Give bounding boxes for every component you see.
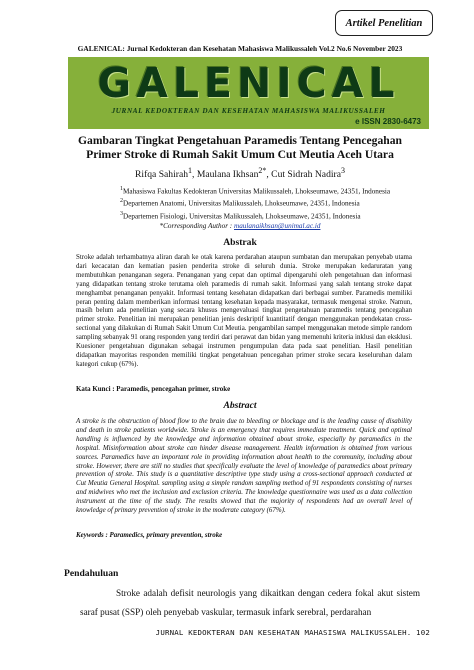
- abstrak-body: Stroke adalah terhambatnya aliran darah ke otak karena perdarahan ataupun sumbatan dan merupakan penyebab utama dari kecacatan dan kematian pasien penderita stroke di seluruh dunia. Stroke merupakan kedaruratan yang membutuhkan penanganan segera. Penanganan yang cepat dan optimal dipengaruhi oleh pengetahuan dan informasi yang didapatkan tentang stroke terutama oleh paramedis di rumah sakit. Informasi yang salah tentang stroke dapat menghambat penanganan penyakit. Informasi tentang kesehatan didapatkan dari berbagai sumber. Paramedis memiliki peran penting dalam memberikan informasi tentang kesehatan kepada masyarakat, termasuk mengenai stroke. Namun, masih belum ada penelitian yang secara khusus mengevaluasi tingkat pengetahuan paramedis tentang pencegahan primer stroke. Penelitian ini merupakan penelitian jenis deskriptif kuantitatif dengan menggunakan pendekatan cross-sectional yang dilakukan di Rumah Sakit Umum Cut Meutia. pengambilan sampel menggunakan metode simple random sampling sebanyak 91 orang responden yang terdiri dari perawat dan bidan yang memenuhi kriteria inklusi dan eksklusi. Kuesioner pengetahuan digunakan sebagai instrumen pengumpulan data pada saat penelitian. Hasil penelitian didapatkan mayoritas responden memiliki tingkat pengetahuan pencegahan primer stroke secara keseluruhan dalam kategori cukup (67%).: [76, 253, 412, 368]
- article-title: Gambaran Tingkat Pengetahuan Paramedis Tentang Pencegahan Primer Stroke di Rumah Sakit Umum Cut Meutia Aceh Utara: [78, 134, 402, 161]
- journal-banner: [68, 57, 429, 129]
- author-sup: 1: [188, 166, 193, 175]
- abstrak-heading: Abstrak: [223, 237, 257, 248]
- author-sup: 2*: [258, 166, 267, 175]
- journal-logo: GALENICAL: [97, 59, 400, 107]
- affiliation-item: [120, 184, 420, 196]
- article-type-badge: Artikel Penelitian: [335, 10, 433, 36]
- affiliation-list: [120, 184, 420, 221]
- pendahuluan-heading: Pendahuluan: [64, 568, 119, 579]
- corresponding-email-link[interactable]: maulanaikhsan@unimal.ac.id: [234, 222, 321, 230]
- affiliation-item: [120, 196, 420, 208]
- affiliation-item: [120, 209, 420, 221]
- keywords: Keywords : Paramedics, primary prevention, stroke: [76, 531, 223, 539]
- author-sup: 3: [340, 166, 345, 175]
- affiliation-sup: 3: [120, 210, 123, 217]
- kata-kunci: Kata Kunci : Paramedis, pencegahan primer, stroke: [76, 385, 231, 393]
- affiliation-text: Mahasiswa Fakultas Kedokteran Universitas Malikussaleh, Lhokseumawe, 24351, Indonesia: [123, 187, 391, 196]
- author-list: Rifqa Sahirah$^1$, Maulana Ikhsan$^{2*}$, Cut Sidrah Nadira$^3$: [135, 166, 345, 181]
- author-name: Cut Sidrah Nadira: [271, 169, 341, 181]
- affiliation-sup: 2: [120, 198, 123, 205]
- affiliation-text: Departemen Anatomi, Universitas Malikussaleh, Lhokseumawe, 24351, Indonesia: [123, 199, 360, 208]
- page-footer: JURNAL KEDOKTERAN DAN KESEHATAN MAHASISWA MALIKUSSALEH. 102: [155, 628, 430, 637]
- corresponding-author: [60, 222, 420, 230]
- author-name: Maulana Ikhsan: [196, 169, 259, 181]
- affiliation-text: Departemen Fisiologi, Universitas Malikussaleh, Lhokseumawe, 24351, Indonesia: [123, 212, 361, 221]
- journal-running-header: GALENICAL: Jurnal Kedokteran dan Kesehatan Mahasiswa Malikussaleh Vol.2 No.6 November 2023: [77, 44, 403, 53]
- author-name: Rifqa Sahirah: [135, 169, 189, 181]
- corresponding-label: *Corresponding Author :: [159, 222, 234, 230]
- journal-banner-subtitle: JURNAL KEDOKTERAN DAN KESEHATAN MAHASISWA MALIKUSSALEH: [111, 107, 386, 115]
- issn-label: e ISSN 2830-6473: [355, 117, 421, 126]
- pendahuluan-paragraph: Stroke adalah defisit neurologis yang dikaitkan dengan cedera fokal akut sistem saraf pusat (SSP) oleh penyebab vaskular, termasuk infark serebral, perdarahan: [80, 588, 420, 617]
- abstract-body: A stroke is the obstruction of blood flow to the brain due to bleeding or blockage and is the leading cause of disability and death in stroke patients worldwide. Stroke is an emergency that requires immediate treatment. Quick and optimal handling is influenced by the knowledge and information obtained about stroke, especially by paramedics in the hospital. Misinformation about stroke can hinder disease management. Health information is obtained from various sources. Paramedics have an important role in providing information about health to the community, including about stroke. However, there are still no studies that specifically evaluate the level of knowledge of paramedics about primary prevention of stroke. This study is a quantitative descriptive type study using a cross-sectional approach conducted at Cut Meutia General Hospital. sampling using a simple random sampling method of 91 respondents consisting of nurses and midwives who met the inclusion and exclusion criteria. The knowledge questionnaire was used as a data collection instrument at the time of the study. The results showed that the majority of respondents had an overall level of knowledge of primary prevention of stroke in the moderate category (67%).: [76, 417, 412, 515]
- affiliation-sup: 1: [120, 186, 123, 192]
- abstract-heading: Abstract: [223, 400, 257, 411]
